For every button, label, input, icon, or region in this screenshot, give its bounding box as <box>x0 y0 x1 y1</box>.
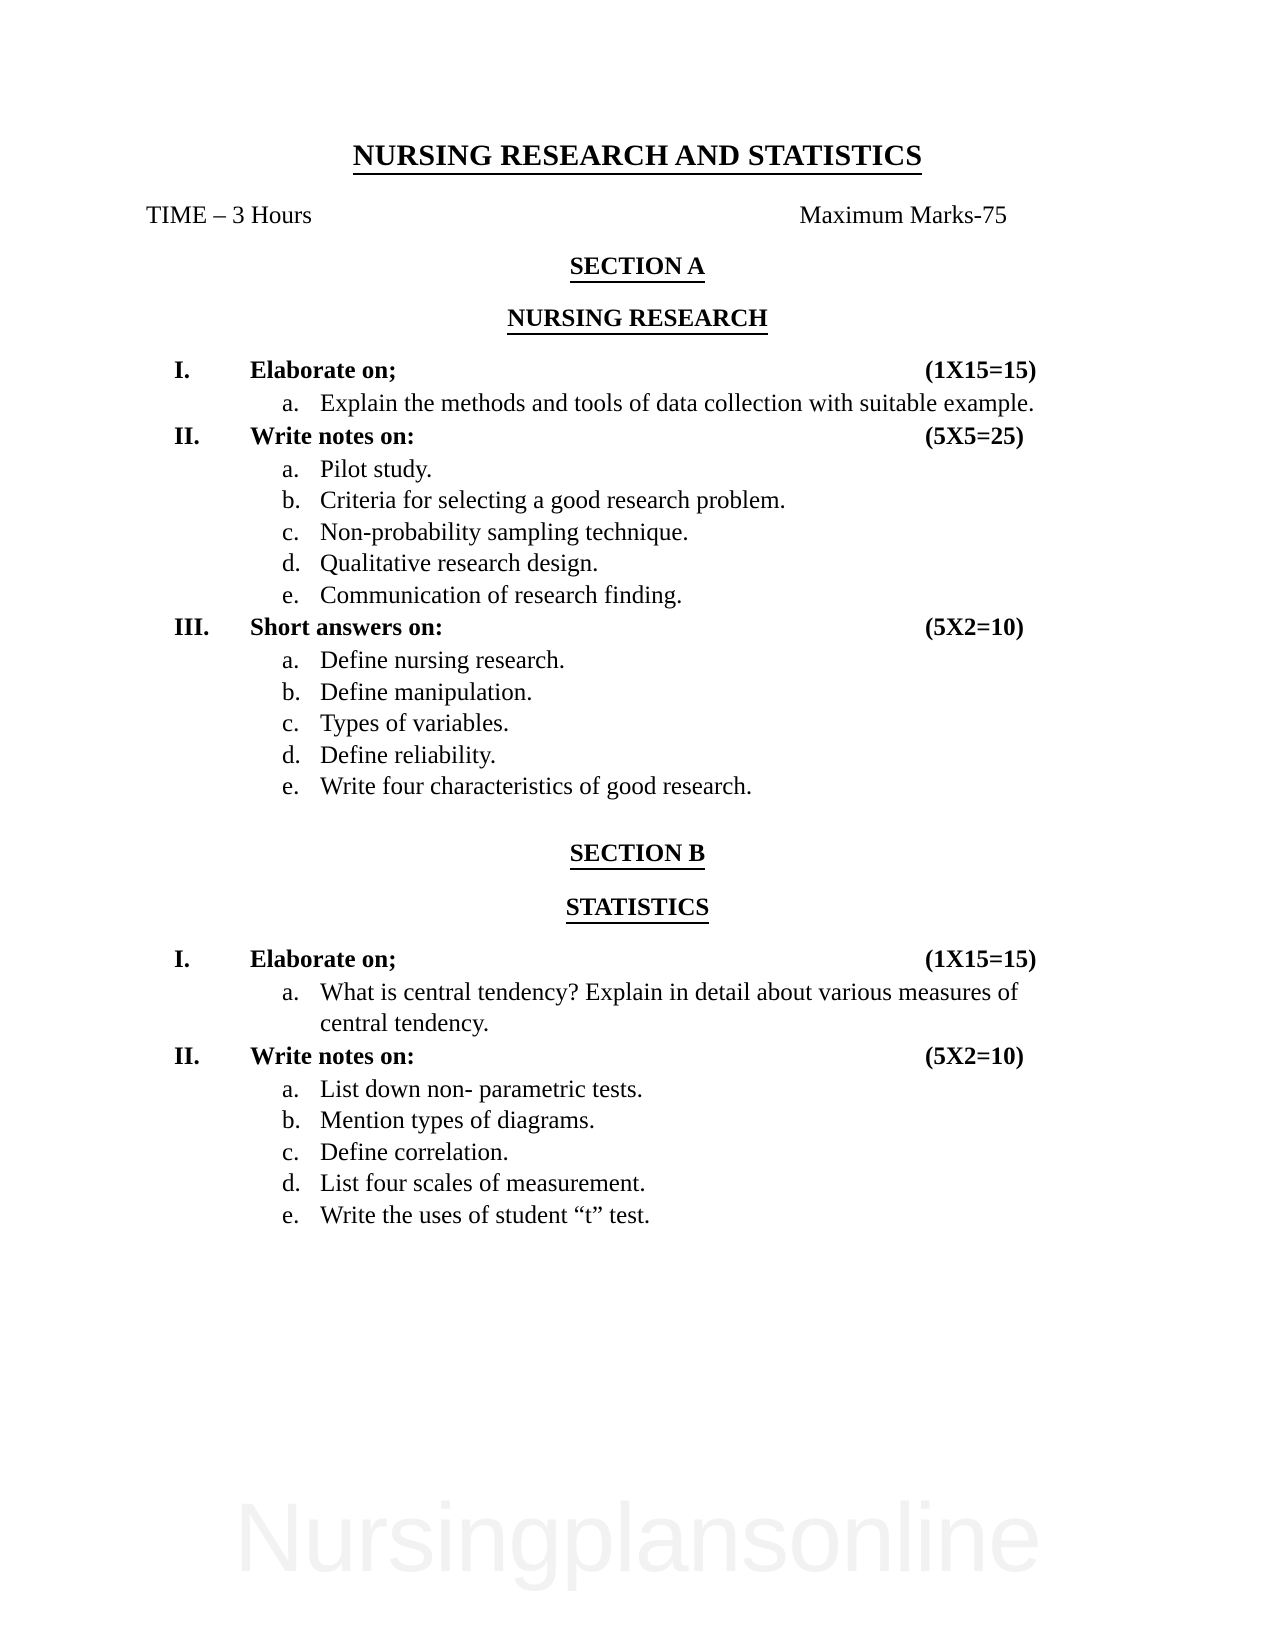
sub-question-text: Define nursing research. <box>320 647 566 675</box>
sub-question-letter: b. <box>282 1107 301 1135</box>
sub-question-item <box>0 548 1275 580</box>
sub-question-list <box>0 645 1275 803</box>
sub-question-letter: c. <box>282 1138 300 1166</box>
sub-question-letter: b. <box>282 678 301 706</box>
question-label: Write notes on: <box>250 1042 415 1070</box>
time-allowed: TIME – 3 Hours <box>146 202 312 230</box>
sub-question-item <box>0 1168 1275 1200</box>
question-list-section-a <box>0 354 1275 803</box>
question-numeral: II. <box>174 1042 200 1070</box>
question-label: Elaborate on; <box>250 945 397 973</box>
question-marks: (1X15=15) <box>925 357 1037 385</box>
sub-question-text: List down non- parametric tests. <box>320 1075 643 1103</box>
section-heading-b <box>0 839 1275 869</box>
sub-question-text: Pilot study. <box>320 455 433 483</box>
sub-question-list <box>0 1074 1275 1232</box>
sub-question-text: Define correlation. <box>320 1138 509 1166</box>
sub-question-text: Write four characteristics of good research. <box>320 773 753 801</box>
subject-heading-a <box>0 304 1275 334</box>
question-block <box>0 1040 1275 1232</box>
sub-question-item <box>0 771 1275 803</box>
sub-question-list <box>0 977 1275 1040</box>
question-numeral: II. <box>174 422 200 450</box>
sub-question-letter: e. <box>282 1201 300 1229</box>
page-title-text: NURSING RESEARCH AND STATISTICS <box>353 139 922 175</box>
sub-question-text: Define reliability. <box>320 741 497 769</box>
sub-question-letter: c. <box>282 710 300 738</box>
subject-heading-b <box>0 893 1275 923</box>
sub-question-text: What is central tendency? Explain in detail about various measures of central tendency. <box>320 978 1019 1038</box>
sub-question-item <box>0 517 1275 549</box>
sub-question-text: Define manipulation. <box>320 678 533 706</box>
sub-question-item <box>0 388 1275 420</box>
sub-question-text: Write the uses of student “t” test. <box>320 1201 651 1229</box>
sub-question-item <box>0 977 1275 1040</box>
sub-question-letter: e. <box>282 773 300 801</box>
sub-question-list <box>0 388 1275 420</box>
sub-question-item <box>0 740 1275 772</box>
sub-question-item <box>0 580 1275 612</box>
sub-question-letter: a. <box>282 390 300 418</box>
question-label: Write notes on: <box>250 422 415 450</box>
question-numeral: I. <box>174 357 190 385</box>
question-label: Short answers on: <box>250 614 444 642</box>
question-marks: (1X15=15) <box>925 945 1037 973</box>
sub-question-item <box>0 708 1275 740</box>
sub-question-letter: a. <box>282 455 300 483</box>
sub-question-letter: a. <box>282 647 300 675</box>
sub-question-item <box>0 645 1275 677</box>
question-numeral: III. <box>174 614 210 642</box>
section-heading-a-text: SECTION A <box>570 253 705 283</box>
sub-question-item <box>0 1137 1275 1169</box>
question-header <box>0 611 1275 645</box>
sub-question-text: Qualitative research design. <box>320 550 599 578</box>
question-marks: (5X2=10) <box>925 614 1024 642</box>
question-marks: (5X2=10) <box>925 1042 1024 1070</box>
question-block <box>0 420 1275 612</box>
watermark: Nursingplansonline <box>233 1483 1042 1592</box>
section-heading-a <box>0 252 1275 282</box>
sub-question-letter: c. <box>282 518 300 546</box>
sub-question-item <box>0 677 1275 709</box>
exam-meta-row <box>0 199 1275 233</box>
question-header <box>0 420 1275 454</box>
sub-question-text: List four scales of measurement. <box>320 1170 646 1198</box>
sub-question-item <box>0 485 1275 517</box>
sub-question-letter: e. <box>282 581 300 609</box>
question-block <box>0 943 1275 1040</box>
sub-question-item <box>0 1105 1275 1137</box>
question-header <box>0 943 1275 977</box>
sub-question-text: Non-probability sampling technique. <box>320 518 689 546</box>
question-marks: (5X5=25) <box>925 422 1024 450</box>
question-header <box>0 1040 1275 1074</box>
subject-heading-b-text: STATISTICS <box>566 894 710 924</box>
question-list-section-b <box>0 943 1275 1232</box>
section-heading-b-text: SECTION B <box>570 840 705 870</box>
sub-question-text: Criteria for selecting a good research problem. <box>320 487 786 515</box>
sub-question-text: Communication of research finding. <box>320 581 683 609</box>
sub-question-letter: d. <box>282 741 301 769</box>
subject-heading-a-text: NURSING RESEARCH <box>507 305 767 335</box>
sub-question-text: Types of variables. <box>320 710 510 738</box>
sub-question-letter: d. <box>282 550 301 578</box>
page-title <box>0 0 1275 173</box>
question-label: Elaborate on; <box>250 357 397 385</box>
sub-question-list <box>0 454 1275 612</box>
question-block <box>0 354 1275 420</box>
sub-question-text: Mention types of diagrams. <box>320 1107 595 1135</box>
question-header <box>0 354 1275 388</box>
sub-question-letter: a. <box>282 978 300 1006</box>
sub-question-letter: a. <box>282 1075 300 1103</box>
question-block <box>0 611 1275 803</box>
sub-question-item <box>0 454 1275 486</box>
sub-question-item <box>0 1200 1275 1232</box>
sub-question-item <box>0 1074 1275 1106</box>
sub-question-letter: d. <box>282 1170 301 1198</box>
maximum-marks: Maximum Marks-75 <box>799 202 1007 230</box>
question-numeral: I. <box>174 945 190 973</box>
sub-question-text: Explain the methods and tools of data collection with suitable example. <box>320 390 1035 418</box>
sub-question-letter: b. <box>282 487 301 515</box>
